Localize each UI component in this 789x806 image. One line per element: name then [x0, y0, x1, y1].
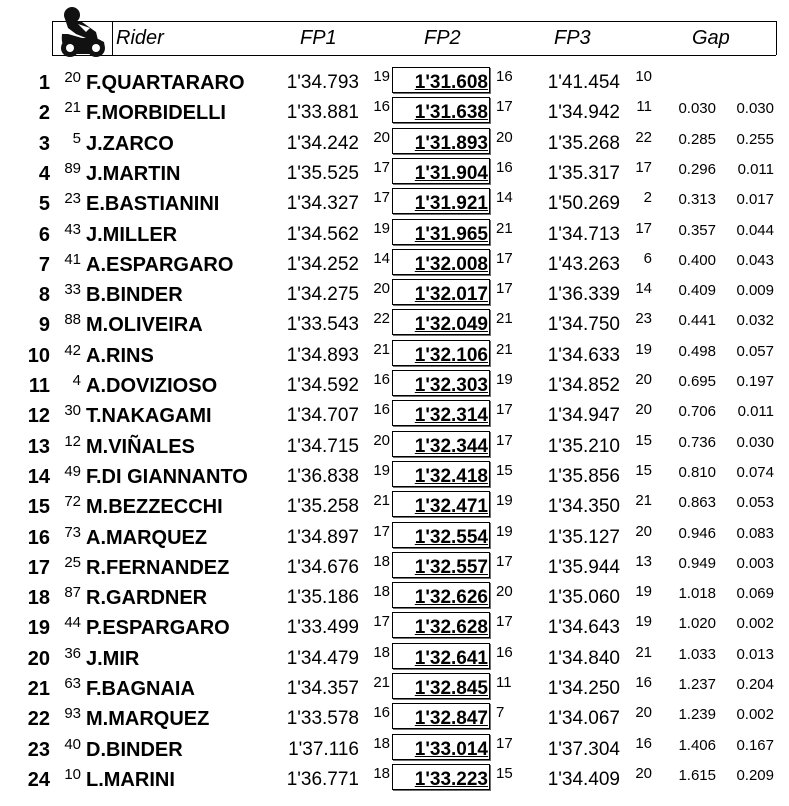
header-divider	[776, 21, 777, 55]
fp2-time: 1'31.904	[414, 162, 488, 184]
fp2-laps: 21	[496, 340, 513, 358]
fp2-laps: 17	[496, 249, 513, 267]
fp2-laps: 15	[496, 461, 513, 479]
fp2-time: 1'32.008	[414, 253, 488, 275]
gap-to-previous: 0.083	[736, 524, 774, 542]
fp3-laps: 2	[643, 189, 652, 207]
position: 22	[27, 708, 50, 731]
fp2-time: 1'31.638	[414, 102, 488, 124]
fp1-time: 1'34.676	[286, 556, 359, 578]
rider-name: J.MILLER	[86, 223, 178, 246]
fp2-laps: 17	[496, 401, 513, 419]
fp2-laps: 16	[496, 158, 513, 176]
rider-name: P.ESPARGARO	[86, 617, 230, 640]
rider-name: B.BINDER	[86, 284, 183, 307]
fp2-laps: 20	[496, 583, 513, 601]
gap-to-previous: 0.255	[736, 130, 774, 148]
gap-to-previous: 0.069	[736, 585, 774, 603]
fp3-laps: 17	[635, 219, 652, 237]
fp1-time: 1'35.258	[286, 496, 359, 518]
fp3-time: 1'41.454	[547, 72, 620, 93]
fp2-time: 1'33.014	[414, 738, 488, 760]
fp3-time: 1'35.944	[547, 556, 620, 578]
rider-name: E.BASTIANINI	[86, 193, 220, 216]
fp1-time: 1'33.578	[286, 708, 359, 730]
fp3-laps: 20	[635, 522, 652, 540]
fp1-time: 1'33.499	[286, 617, 359, 639]
fp3-time: 1'43.263	[547, 253, 620, 275]
rider-name: M.BEZZECCHI	[86, 496, 223, 519]
position: 13	[27, 435, 50, 458]
fp1-laps: 18	[373, 764, 390, 782]
fp3-laps: 11	[636, 98, 652, 116]
fp2-time: 1'32.471	[414, 496, 488, 518]
rider-name: T.NAKAGAMI	[86, 405, 212, 428]
fp1-time: 1'33.881	[286, 102, 359, 124]
gap-to-leader: 0.357	[678, 221, 716, 239]
rider-name: R.GARDNER	[86, 587, 208, 610]
gap-to-leader: 1.615	[678, 766, 716, 784]
rider-name: M.VIÑALES	[86, 435, 195, 458]
fp1-time: 1'34.715	[286, 435, 359, 457]
fp2-time: 1'32.554	[414, 526, 488, 548]
gap-to-leader: 1.018	[678, 585, 716, 603]
fp1-time: 1'34.897	[286, 526, 359, 548]
rider-name: A.RINS	[86, 344, 154, 367]
table-row	[0, 549, 789, 579]
fp2-time: 1'32.847	[414, 708, 488, 730]
fp1-time: 1'34.592	[286, 375, 359, 396]
fp2-time: 1'32.628	[414, 617, 488, 639]
position: 12	[27, 405, 50, 428]
fp1-time: 1'34.327	[286, 193, 359, 215]
fp1-time: 1'34.252	[286, 253, 359, 275]
fp2-time: 1'32.845	[414, 678, 488, 699]
fp1-laps: 17	[373, 189, 390, 207]
gap-to-leader: 0.400	[678, 251, 716, 269]
fp3-time: 1'34.942	[547, 102, 620, 124]
rider-number: 20	[64, 69, 81, 86]
fp1-laps: 18	[373, 552, 390, 570]
fp2-time: 1'32.418	[414, 465, 488, 487]
rider-name: F.DI GIANNANTO	[86, 465, 248, 488]
fp3-laps: 14	[635, 280, 652, 298]
fp1-laps: 20	[373, 280, 390, 298]
gap-to-previous: 0.044	[736, 221, 774, 239]
gap-to-previous: 0.074	[736, 463, 774, 481]
gap-to-previous: 0.003	[736, 554, 774, 572]
fp1-laps: 18	[373, 734, 390, 752]
rider-number: 93	[64, 705, 81, 723]
fp1-laps: 22	[373, 310, 390, 328]
fp1-laps: 16	[373, 704, 390, 722]
position: 8	[38, 284, 50, 307]
gap-to-previous: 0.017	[736, 191, 774, 209]
gap-to-previous: 0.209	[736, 766, 774, 784]
fp3-time: 1'34.633	[547, 344, 620, 366]
gap-to-previous: 0.030	[736, 433, 774, 451]
gap-to-leader: 1.239	[678, 706, 716, 724]
fp2-time: 1'32.557	[414, 556, 488, 578]
fp1-laps: 19	[373, 461, 390, 479]
fp3-time: 1'35.210	[547, 435, 620, 457]
fp1-laps: 21	[373, 674, 390, 691]
fp1-laps: 20	[373, 431, 390, 449]
gap-to-previous: 0.204	[736, 676, 774, 693]
fp3-time: 1'34.713	[547, 223, 620, 245]
fp3-time: 1'34.750	[547, 314, 620, 336]
fp1-time: 1'34.275	[286, 284, 359, 306]
fp1-time: 1'35.186	[286, 587, 359, 609]
rider-name: D.BINDER	[86, 738, 183, 761]
fp2-time: 1'31.921	[414, 193, 488, 215]
fp3-laps: 17	[635, 158, 652, 176]
position: 11	[28, 375, 50, 397]
fp2-time: 1'32.303	[414, 375, 488, 396]
fp3-laps: 23	[635, 310, 652, 328]
gap-to-previous: 0.197	[736, 373, 774, 390]
fp2-time: 1'33.223	[414, 768, 488, 790]
table-header	[0, 0, 789, 70]
fp3-laps: 20	[635, 401, 652, 419]
fp2-laps: 19	[496, 371, 513, 388]
gap-to-leader: 0.296	[678, 160, 716, 178]
header-gap: Gap	[692, 27, 730, 49]
rider-number: 43	[64, 220, 81, 238]
position: 2	[38, 102, 50, 125]
fp1-time: 1'34.357	[286, 678, 359, 699]
rider-name: M.OLIVEIRA	[86, 314, 203, 337]
fp2-laps: 15	[496, 764, 513, 782]
fp1-laps: 18	[373, 643, 390, 661]
rider-name: A.DOVIZIOSO	[86, 375, 218, 397]
rider-number: 10	[64, 765, 81, 783]
table-row	[0, 761, 789, 791]
fp1-laps: 17	[373, 522, 390, 540]
table-row	[0, 216, 789, 246]
rider-number: 4	[72, 372, 81, 389]
rider-number: 12	[64, 432, 81, 450]
table-row	[0, 397, 789, 427]
fp1-laps: 19	[373, 219, 390, 237]
fp3-laps: 19	[635, 613, 652, 631]
table-row	[0, 94, 789, 124]
fp3-time: 1'35.856	[547, 465, 620, 487]
rider-number: 23	[64, 190, 81, 208]
gap-to-leader: 0.409	[678, 282, 716, 300]
fp1-time: 1'34.893	[286, 344, 359, 366]
position: 5	[38, 193, 50, 216]
rider-name: A.ESPARGARO	[86, 253, 234, 276]
fp1-laps: 19	[373, 68, 390, 85]
fp2-laps: 17	[496, 734, 513, 752]
fp3-laps: 20	[635, 371, 652, 388]
rider-number: 87	[64, 584, 81, 602]
fp1-time: 1'34.793	[286, 72, 359, 93]
table-row	[0, 579, 789, 609]
fp1-laps: 16	[373, 98, 390, 116]
fp3-laps: 10	[635, 68, 652, 85]
fp2-time: 1'31.608	[414, 72, 488, 93]
table-row	[0, 125, 789, 155]
rider-name: M.MARQUEZ	[86, 708, 210, 731]
position: 9	[38, 314, 50, 337]
fp2-laps: 16	[496, 68, 513, 85]
header-fp1: FP1	[300, 27, 337, 49]
position: 14	[27, 465, 50, 488]
position: 20	[27, 647, 50, 670]
fp3-time: 1'34.067	[547, 708, 620, 730]
position: 7	[38, 253, 50, 276]
table-row	[0, 640, 789, 670]
position: 21	[27, 678, 50, 700]
table-row	[0, 276, 789, 306]
fp3-time: 1'35.060	[547, 587, 620, 609]
gap-to-leader: 0.313	[678, 191, 716, 209]
fp1-time: 1'34.707	[286, 405, 359, 427]
rider-number: 63	[64, 675, 81, 692]
fp3-laps: 19	[635, 583, 652, 601]
gap-to-leader: 1.406	[678, 736, 716, 754]
position: 10	[27, 344, 50, 367]
rider-name: L.MARINI	[86, 768, 175, 791]
fp2-laps: 17	[496, 280, 513, 298]
rider-number: 72	[64, 493, 81, 511]
fp3-time: 1'36.339	[547, 284, 620, 306]
fp2-time: 1'32.626	[414, 587, 488, 609]
position: 19	[27, 617, 50, 640]
rider-name: F.QUARTARARO	[86, 72, 245, 94]
gap-to-previous: 0.030	[736, 100, 774, 118]
gap-to-previous: 0.053	[736, 494, 774, 512]
table-row	[0, 185, 789, 215]
fp2-time: 1'31.893	[414, 132, 488, 154]
fp1-time: 1'34.562	[286, 223, 359, 245]
position: 23	[27, 738, 50, 761]
table-row	[0, 519, 789, 549]
rider-number: 88	[64, 311, 81, 329]
rider-number: 73	[64, 523, 81, 541]
fp2-time: 1'32.106	[414, 344, 488, 366]
rider-number: 89	[64, 159, 81, 177]
gap-to-previous: 0.011	[737, 403, 774, 421]
fp3-laps: 15	[635, 431, 652, 449]
fp3-time: 1'37.304	[547, 738, 620, 760]
position: 6	[38, 223, 50, 246]
fp3-time: 1'34.409	[547, 768, 620, 790]
fp1-time: 1'35.525	[286, 162, 359, 184]
gap-to-previous: 0.057	[736, 342, 774, 360]
fp2-time: 1'32.344	[414, 435, 488, 457]
gap-to-previous: 0.011	[737, 160, 774, 178]
gap-to-previous: 0.032	[736, 312, 774, 330]
header-divider	[112, 21, 113, 55]
fp2-laps: 7	[496, 704, 505, 722]
table-row	[0, 458, 789, 488]
position: 3	[38, 132, 50, 155]
fp1-time: 1'36.771	[286, 768, 359, 790]
gap-to-leader: 0.706	[678, 403, 716, 421]
fp3-laps: 22	[635, 128, 652, 146]
rider-number: 44	[64, 614, 81, 632]
table-row	[0, 246, 789, 276]
fp2-laps: 20	[496, 128, 513, 146]
fp3-laps: 13	[635, 552, 652, 570]
position: 16	[27, 526, 50, 549]
rider-number: 49	[64, 462, 81, 480]
gap-to-leader: 0.863	[678, 494, 716, 512]
fp2-time: 1'31.965	[414, 223, 488, 245]
rider-number: 40	[64, 735, 81, 753]
rider-name: A.MARQUEZ	[86, 526, 208, 549]
position: 1	[38, 72, 50, 94]
gap-to-leader: 1.237	[678, 676, 716, 693]
rider-number: 25	[64, 553, 81, 571]
gap-to-leader: 0.498	[678, 342, 716, 360]
gap-to-leader: 0.949	[678, 554, 716, 572]
gap-to-previous: 0.043	[736, 251, 774, 269]
fp3-laps: 16	[635, 734, 652, 752]
fp1-laps: 21	[373, 492, 390, 510]
rider-number: 21	[64, 99, 81, 117]
header-bottom-rule	[52, 55, 776, 56]
fp1-time: 1'34.242	[286, 132, 359, 154]
fp3-time: 1'35.317	[547, 162, 620, 184]
rider-number: 33	[64, 281, 81, 299]
fp2-laps: 19	[496, 492, 513, 510]
gap-to-leader: 0.695	[678, 373, 716, 390]
fp3-time: 1'34.350	[547, 496, 620, 518]
fp1-laps: 17	[373, 613, 390, 631]
position: 17	[27, 556, 50, 579]
fp2-laps: 11	[496, 674, 512, 691]
motorcycle-rider-icon	[56, 4, 108, 60]
fp3-time: 1'34.947	[547, 405, 620, 427]
fp3-time: 1'34.840	[547, 647, 620, 669]
rider-number: 41	[64, 250, 81, 268]
position: 18	[27, 587, 50, 610]
gap-to-leader: 1.033	[678, 645, 716, 663]
gap-to-leader: 1.020	[678, 615, 716, 633]
fp2-laps: 17	[496, 613, 513, 631]
fp2-laps: 19	[496, 522, 513, 540]
fp1-laps: 16	[373, 371, 390, 388]
fp3-laps: 20	[635, 704, 652, 722]
table-row	[0, 367, 789, 397]
fp3-laps: 19	[635, 340, 652, 358]
fp3-time: 1'35.127	[547, 526, 620, 548]
fp1-laps: 18	[373, 583, 390, 601]
fp1-laps: 21	[373, 340, 390, 358]
fp3-laps: 15	[635, 461, 652, 479]
rider-name: F.BAGNAIA	[86, 678, 195, 700]
fp1-time: 1'33.543	[286, 314, 359, 336]
rider-number: 5	[72, 129, 81, 147]
header-divider	[52, 21, 53, 55]
fp2-laps: 16	[496, 643, 513, 661]
gap-to-leader: 0.946	[678, 524, 716, 542]
rider-name: F.MORBIDELLI	[86, 102, 226, 125]
gap-to-previous: 0.002	[736, 615, 774, 633]
fp3-laps: 6	[643, 249, 652, 267]
gap-to-previous: 0.167	[736, 736, 774, 754]
header-rider: Rider	[116, 27, 164, 49]
rider-number: 36	[64, 644, 81, 662]
table-row	[0, 731, 789, 761]
fp1-laps: 16	[373, 401, 390, 419]
table-row	[0, 306, 789, 336]
fp1-laps: 17	[373, 158, 390, 176]
gap-to-previous: 0.002	[736, 706, 774, 724]
fp3-time: 1'34.643	[547, 617, 620, 639]
header-fp3: FP3	[554, 27, 591, 49]
table-row	[0, 64, 789, 94]
fp3-laps: 21	[635, 492, 652, 510]
table-row	[0, 700, 789, 730]
rider-name: J.MARTIN	[86, 162, 181, 185]
fp3-laps: 20	[635, 764, 652, 782]
position: 24	[27, 768, 50, 791]
table-row	[0, 428, 789, 458]
position: 15	[27, 496, 50, 519]
fp1-laps: 20	[373, 128, 390, 146]
fp2-laps: 21	[496, 219, 513, 237]
gap-to-leader: 0.810	[678, 463, 716, 481]
gap-to-leader: 0.441	[678, 312, 716, 330]
fp2-time: 1'32.049	[414, 314, 488, 336]
fp2-laps: 21	[496, 310, 513, 328]
rider-name: J.MIR	[86, 647, 140, 670]
fp3-laps: 16	[635, 674, 652, 691]
header-fp2: FP2	[424, 27, 461, 49]
gap-to-leader: 0.736	[678, 433, 716, 451]
header-top-rule	[52, 21, 776, 22]
fp2-time: 1'32.641	[414, 647, 488, 669]
rider-name: R.FERNANDEZ	[86, 556, 230, 579]
position: 4	[38, 162, 50, 185]
gap-to-previous: 0.013	[736, 645, 774, 663]
fp2-laps: 17	[496, 98, 513, 116]
gap-to-leader: 0.285	[678, 130, 716, 148]
table-row	[0, 609, 789, 639]
fp2-time: 1'32.314	[414, 405, 488, 427]
fp3-laps: 21	[635, 643, 652, 661]
fp3-time: 1'35.268	[547, 132, 620, 154]
gap-to-previous: 0.009	[736, 282, 774, 300]
rider-number: 30	[64, 402, 81, 420]
table-row	[0, 155, 789, 185]
fp1-time: 1'37.116	[288, 738, 359, 760]
fp1-time: 1'36.838	[286, 465, 359, 487]
fp1-time: 1'34.479	[286, 647, 359, 669]
fp3-time: 1'34.852	[547, 375, 620, 396]
fp2-time: 1'32.017	[414, 284, 488, 306]
fp3-time: 1'50.269	[547, 193, 620, 215]
fp2-laps: 17	[496, 431, 513, 449]
table-row	[0, 670, 789, 700]
rider-name: J.ZARCO	[86, 132, 174, 155]
fp2-laps: 14	[496, 189, 513, 207]
table-row	[0, 488, 789, 518]
rider-number: 42	[64, 341, 81, 359]
table-row	[0, 337, 789, 367]
fp3-time: 1'34.250	[547, 678, 620, 699]
gap-to-leader: 0.030	[678, 100, 716, 118]
fp1-laps: 14	[373, 249, 390, 267]
fp2-laps: 17	[496, 552, 513, 570]
